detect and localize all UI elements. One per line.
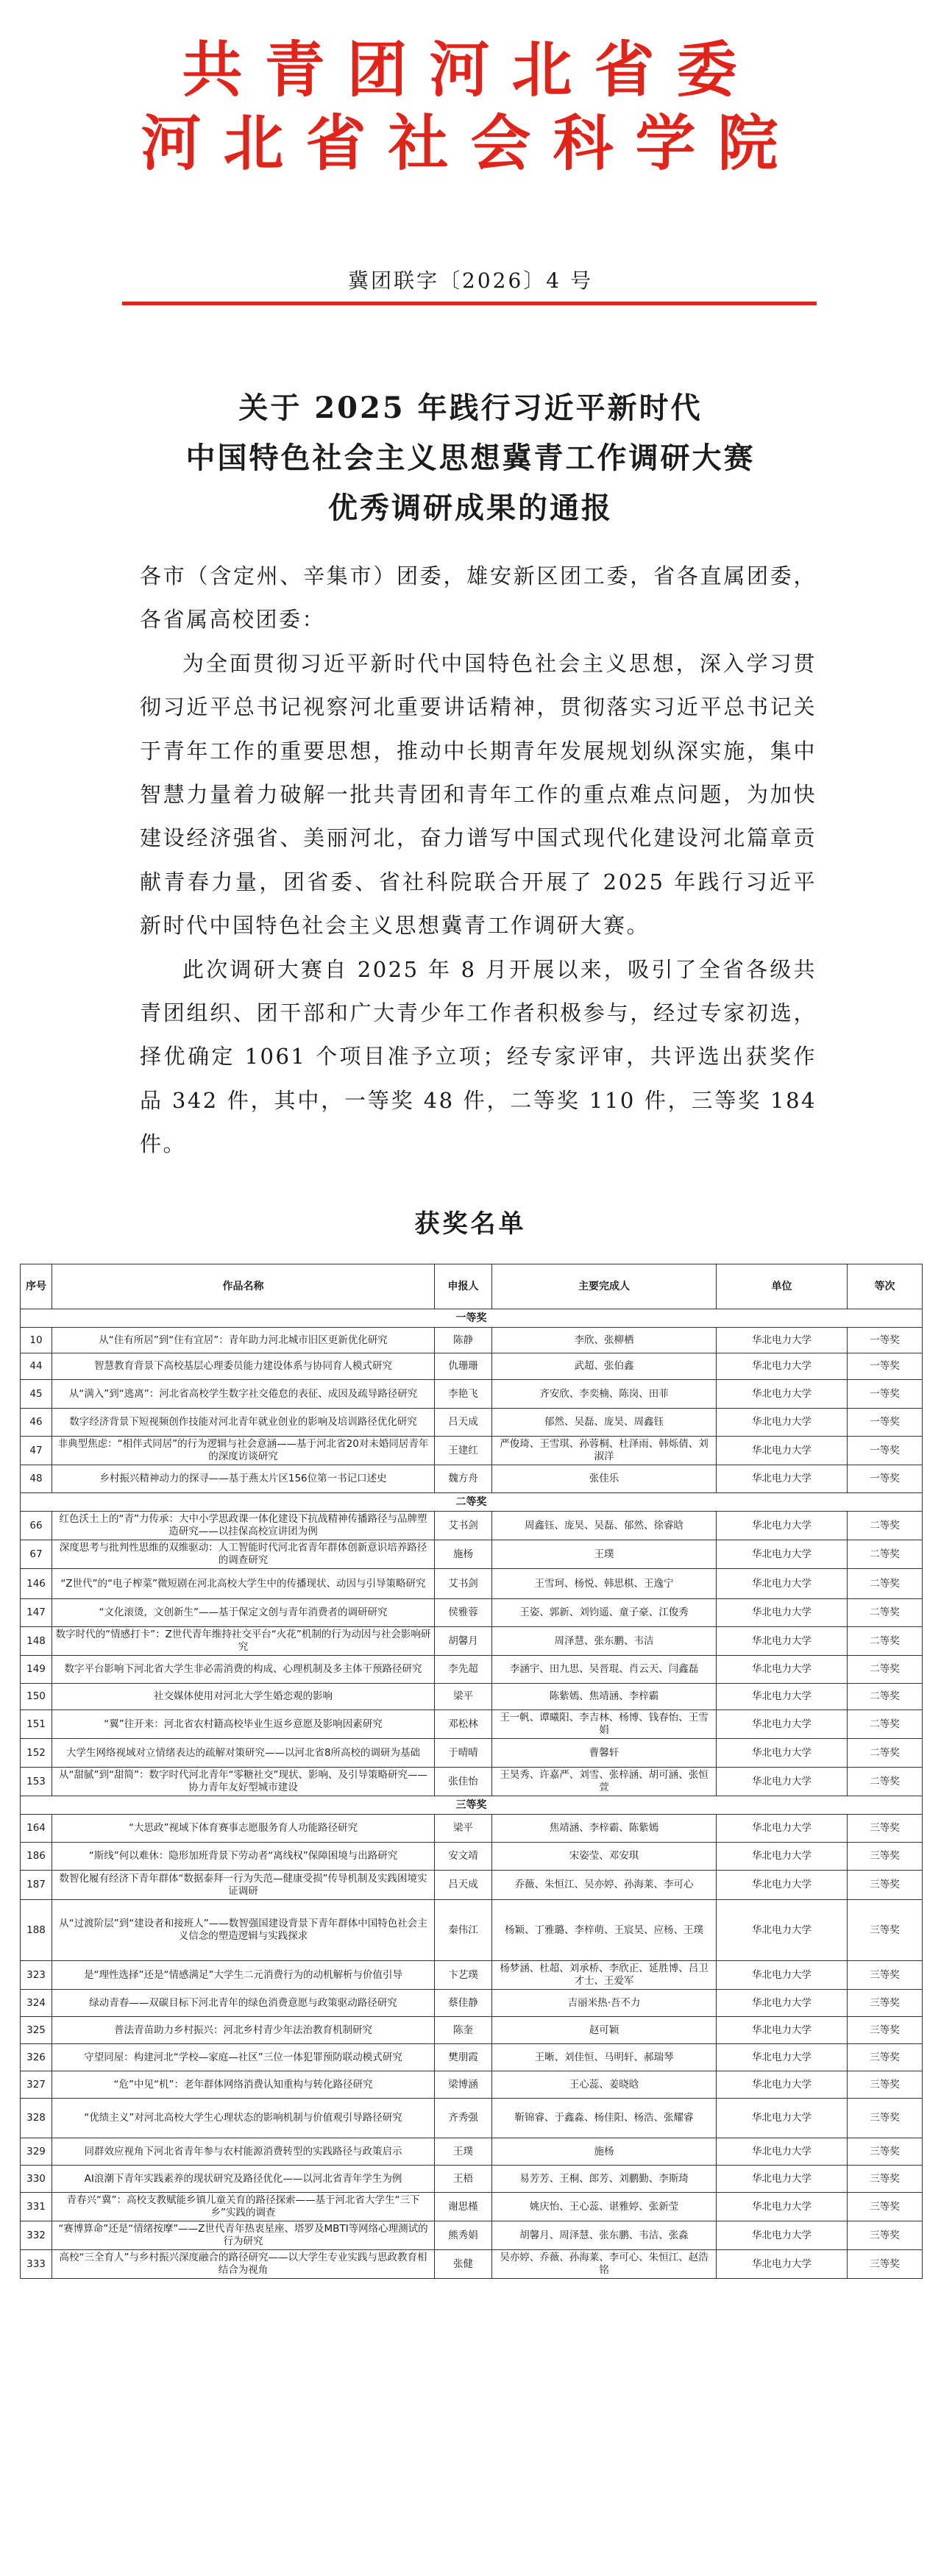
cell-seq: 164 <box>21 1815 52 1843</box>
cell-applicant: 王璞 <box>435 2138 492 2166</box>
cell-applicant: 邓松林 <box>435 1710 492 1739</box>
cell-unit: 华北电力大学 <box>717 1569 848 1599</box>
cell-contributors: 曹馨轩 <box>492 1739 717 1768</box>
cell-unit: 华北电力大学 <box>717 1710 848 1739</box>
cell-grade: 一等奖 <box>848 1328 923 1353</box>
cell-applicant: 吕天成 <box>435 1871 492 1900</box>
table-row <box>21 2250 923 2279</box>
table-row <box>21 2099 923 2138</box>
cell-unit: 华北电力大学 <box>717 1871 848 1900</box>
cell-unit: 华北电力大学 <box>717 1815 848 1843</box>
cell-work-name: 数智化履有经济下青年群体“数据泰拜一行为失范—健康受损”传导机制及实践困境实证调研 <box>52 1871 435 1900</box>
table-row <box>21 1409 923 1437</box>
group-third-row <box>21 1796 923 1815</box>
title-line-2: 中国特色社会主义思想冀青工作调研大赛 <box>185 441 756 475</box>
header-issuer-1: 共青团河北省委 <box>182 35 759 105</box>
cell-unit: 华北电力大学 <box>717 2071 848 2099</box>
table-row <box>21 1815 923 1843</box>
cell-work-name: AI浪潮下青年实践素养的现状研究及路径优化——以河北省青年学生为例 <box>52 2166 435 2193</box>
cell-work-name: 守望同屋：构建河北“学校—家庭—社区”三位一体犯罪预防联动模式研究 <box>52 2044 435 2071</box>
cell-grade: 三等奖 <box>848 2071 923 2099</box>
cell-contributors: 严俊琦、王雪琪、孙蓉桐、杜泽雨、韩烁倩、刘淑洋 <box>492 1437 717 1465</box>
cell-applicant: 吕天成 <box>435 1409 492 1437</box>
addressee: 各市（含定州、辛集市）团委，雄安新区团工委，省各直属团委，各省属高校团委： <box>140 563 817 633</box>
cell-contributors: 施杨 <box>492 2138 717 2166</box>
cell-grade: 二等奖 <box>848 1768 923 1796</box>
cell-work-name: 深度思考与批判性思维的双维驱动：人工智能时代河北省青年群体创新意识培养路径的调查研究 <box>52 1540 435 1569</box>
cell-seq: 148 <box>21 1627 52 1656</box>
cell-seq: 324 <box>21 1990 52 2017</box>
cell-seq: 323 <box>21 1961 52 1990</box>
table-row <box>21 1961 923 1990</box>
cell-contributors: 齐安欣、李奕楠、陈岗、田菲 <box>492 1380 717 1409</box>
group-label: 一等奖 <box>21 1309 923 1328</box>
cell-work-name: “斯线”何以难休：隐形加班背景下劳动者“离线权”保障困境与出路研究 <box>52 1843 435 1871</box>
cell-grade: 二等奖 <box>848 1599 923 1627</box>
table-row <box>21 1843 923 1871</box>
cell-seq: 48 <box>21 1465 52 1493</box>
group-label: 三等奖 <box>21 1796 923 1815</box>
cell-work-name: 从“满入”到“逃离”：河北省高校学生数字社交倦怠的表征、成因及疏导路径研究 <box>52 1380 435 1409</box>
table-row <box>21 1768 923 1796</box>
cell-applicant: 梁平 <box>435 1815 492 1843</box>
table-row <box>21 1437 923 1465</box>
table-row <box>21 2138 923 2166</box>
award-table <box>20 1264 923 2279</box>
cell-seq: 186 <box>21 1843 52 1871</box>
table-row <box>21 1380 923 1409</box>
cell-unit: 华北电力大学 <box>717 2138 848 2166</box>
cell-seq: 46 <box>21 1409 52 1437</box>
cell-work-name: 非典型焦虑：“相伴式同居”的行为逻辑与社会意涵——基于河北省20对未婚同居青年的深度访谈研究 <box>52 1437 435 1465</box>
cell-grade: 二等奖 <box>848 1684 923 1710</box>
document-number: 冀团联字〔2026〕4 号 <box>348 268 593 293</box>
cell-contributors: 陈紫嫣、焦靖涵、李梓霸 <box>492 1684 717 1710</box>
cell-seq: 147 <box>21 1599 52 1627</box>
table-row <box>21 2044 923 2071</box>
header-issuer-2: 河北省社会科学院 <box>141 109 800 179</box>
cell-seq: 153 <box>21 1768 52 1796</box>
cell-applicant: 齐秀强 <box>435 2099 492 2138</box>
cell-unit: 华北电力大学 <box>717 1328 848 1353</box>
cell-grade: 一等奖 <box>848 1380 923 1409</box>
cell-work-name: “翼”往开来：河北省农村籍高校毕业生返乡意愿及影响因素研究 <box>52 1710 435 1739</box>
award-list-title: 获奖名单 <box>414 1209 527 1239</box>
cell-applicant: 卞艺璞 <box>435 1961 492 1990</box>
header-applicant: 申报人 <box>435 1264 492 1309</box>
cell-work-name: 从“过渡阶层”到“建设者和接班人”——数智强国建设背景下青年群体中国特色社会主义信念的塑造逻辑与实践探求 <box>52 1900 435 1961</box>
cell-applicant: 梁博涵 <box>435 2071 492 2099</box>
cell-grade: 二等奖 <box>848 1656 923 1684</box>
cell-grade: 三等奖 <box>848 1990 923 2017</box>
table-row <box>21 1540 923 1569</box>
cell-seq: 152 <box>21 1739 52 1768</box>
cell-unit: 华北电力大学 <box>717 2193 848 2221</box>
cell-applicant: 艾书剑 <box>435 1512 492 1540</box>
cell-work-name: “Z世代”的“电子榨菜”微短剧在河北高校大学生中的传播现状、动因与引导策略研究 <box>52 1569 435 1599</box>
title-line-1: 关于 2025 年践行习近平新时代 <box>238 391 703 425</box>
group-second-row <box>21 1493 923 1512</box>
cell-grade: 三等奖 <box>848 2166 923 2193</box>
cell-applicant: 仇珊珊 <box>435 1353 492 1380</box>
table-row <box>21 1900 923 1961</box>
cell-grade: 三等奖 <box>848 2138 923 2166</box>
cell-unit: 华北电力大学 <box>717 1409 848 1437</box>
cell-applicant: 陈静 <box>435 1328 492 1353</box>
cell-seq: 326 <box>21 2044 52 2071</box>
cell-grade: 三等奖 <box>848 2193 923 2221</box>
cell-applicant: 李艳飞 <box>435 1380 492 1409</box>
header-grade: 等次 <box>848 1264 923 1309</box>
cell-work-name: “优绩主义”对河北高校大学生心理状态的影响机制与价值观引导路径研究 <box>52 2099 435 2138</box>
cell-unit: 华北电力大学 <box>717 1540 848 1569</box>
cell-grade: 三等奖 <box>848 2221 923 2250</box>
cell-contributors: 姚庆怡、王心蕊、谌雅婷、张新莹 <box>492 2193 717 2221</box>
cell-work-name: 普法青苗助力乡村振兴：河北乡村青少年法治教育机制研究 <box>52 2017 435 2044</box>
table-row <box>21 2193 923 2221</box>
cell-grade: 三等奖 <box>848 1900 923 1961</box>
cell-seq: 328 <box>21 2099 52 2138</box>
table-row <box>21 1656 923 1684</box>
red-divider <box>122 302 817 305</box>
cell-applicant: 秦伟江 <box>435 1900 492 1961</box>
cell-contributors: 赵可颖 <box>492 2017 717 2044</box>
group-label: 二等奖 <box>21 1493 923 1512</box>
cell-grade: 二等奖 <box>848 1540 923 1569</box>
paragraph-1: 为全面贯彻习近平新时代中国特色社会主义思想，深入学习贯彻习近平总书记视察河北重要讲话精神，贯彻落实习近平总书记关于青年工作的重要思想，推动中长期青年发展规划纵深实施，集中智慧力量着力破解一批共青团和青年工作的重点难点问题，为加快建设经济强省、美丽河北，奋力谱写中国式现代化建设河北篇章贡献青春力量，团省委、省社科院联合开展了 2025 年践行习近平新时代中国特色社会主义思想冀青工作调研大赛。 <box>140 650 817 939</box>
cell-grade: 三等奖 <box>848 1843 923 1871</box>
cell-work-name: 红色沃土上的“青”力传承：大中小学思政课一体化建设下抗战精神传播路径与品牌塑造研究——以挂保高校宣讲团为例 <box>52 1512 435 1540</box>
cell-applicant: 魏方舟 <box>435 1465 492 1493</box>
cell-unit: 华北电力大学 <box>717 2250 848 2279</box>
cell-seq: 151 <box>21 1710 52 1739</box>
cell-seq: 188 <box>21 1900 52 1961</box>
cell-seq: 149 <box>21 1656 52 1684</box>
cell-grade: 二等奖 <box>848 1710 923 1739</box>
cell-seq: 330 <box>21 2166 52 2193</box>
cell-unit: 华北电力大学 <box>717 2044 848 2071</box>
table-row <box>21 1353 923 1380</box>
cell-applicant: 陈奎 <box>435 2017 492 2044</box>
cell-work-name: 乡村振兴精神动力的探寻——基于燕太片区156位第一书记口述史 <box>52 1465 435 1493</box>
cell-seq: 327 <box>21 2071 52 2099</box>
cell-contributors: 周泽慧、张东鹏、韦洁 <box>492 1627 717 1656</box>
cell-work-name: 社交媒体使用对河北大学生婚恋观的影响 <box>52 1684 435 1710</box>
cell-seq: 45 <box>21 1380 52 1409</box>
table-row <box>21 1512 923 1540</box>
cell-grade: 一等奖 <box>848 1409 923 1437</box>
cell-work-name: 智慧教育背景下高校基层心理委员能力建设体系与协同育人模式研究 <box>52 1353 435 1380</box>
cell-work-name: 数字平台影响下河北省大学生非必需消费的构成、心理机制及多主体干预路径研究 <box>52 1656 435 1684</box>
cell-contributors: 王姿、郭新、刘钧遥、童子豪、江俊秀 <box>492 1599 717 1627</box>
cell-seq: 44 <box>21 1353 52 1380</box>
cell-seq: 150 <box>21 1684 52 1710</box>
cell-contributors: 杨梦涵、杜超、刘承桥、李欣正、延胜博、吕卫才士、王爱军 <box>492 1961 717 1990</box>
cell-work-name: 从“住有所居”到“住有宜居”：青年助力河北城市旧区更新优化研究 <box>52 1328 435 1353</box>
cell-contributors: 王晰、刘佳恒、马明轩、郝瑞琴 <box>492 2044 717 2071</box>
cell-seq: 332 <box>21 2221 52 2250</box>
cell-unit: 华北电力大学 <box>717 2099 848 2138</box>
group-first-row <box>21 1309 923 1328</box>
cell-applicant: 谢思槿 <box>435 2193 492 2221</box>
header-work-name: 作品名称 <box>52 1264 435 1309</box>
cell-seq: 47 <box>21 1437 52 1465</box>
cell-applicant: 熊秀娟 <box>435 2221 492 2250</box>
table-row <box>21 1739 923 1768</box>
cell-work-name: 数字时代的“情感打卡”：Z世代青年维持社交平台“火花”机制的行为动因与社会影响研究 <box>52 1627 435 1656</box>
cell-unit: 华北电力大学 <box>717 1739 848 1768</box>
cell-grade: 一等奖 <box>848 1353 923 1380</box>
cell-seq: 329 <box>21 2138 52 2166</box>
cell-unit: 华北电力大学 <box>717 1684 848 1710</box>
cell-seq: 146 <box>21 1569 52 1599</box>
cell-applicant: 樊朋霞 <box>435 2044 492 2071</box>
cell-work-name: “赛博算命”还是“情绪按摩”——Z世代青年热衷星座、塔罗及MBTI等网络心理测试的行为研究 <box>52 2221 435 2250</box>
cell-work-name: 大学生网络视域对立情绪表达的疏解对策研究——以河北省8所高校的调研为基础 <box>52 1739 435 1768</box>
cell-unit: 华北电力大学 <box>717 2017 848 2044</box>
table-row <box>21 1871 923 1900</box>
cell-contributors: 乔薇、朱恒江、吴亦婷、孙海莱、李可心 <box>492 1871 717 1900</box>
cell-unit: 华北电力大学 <box>717 1512 848 1540</box>
cell-grade: 三等奖 <box>848 2044 923 2071</box>
table-row <box>21 1710 923 1739</box>
cell-contributors: 周鑫钰、庞昊、吴磊、郁然、徐睿晗 <box>492 1512 717 1540</box>
cell-applicant: 张健 <box>435 2250 492 2279</box>
cell-seq: 67 <box>21 1540 52 1569</box>
cell-grade: 三等奖 <box>848 1815 923 1843</box>
table-row <box>21 2071 923 2099</box>
cell-grade: 三等奖 <box>848 1871 923 1900</box>
cell-unit: 华北电力大学 <box>717 2166 848 2193</box>
cell-applicant: 艾书剑 <box>435 1569 492 1599</box>
cell-contributors: 王一帆、谭曦阳、李吉林、杨博、钱春怡、王雪娟 <box>492 1710 717 1739</box>
table-row <box>21 1328 923 1353</box>
table-row <box>21 1990 923 2017</box>
cell-applicant: 侯雅蓉 <box>435 1599 492 1627</box>
cell-applicant: 王建红 <box>435 1437 492 1465</box>
cell-work-name: 是“理性选择”还是“情感满足”大学生二元消费行为的动机解析与价值引导 <box>52 1961 435 1990</box>
cell-applicant: 李先超 <box>435 1656 492 1684</box>
cell-work-name: “大思政”视域下体育赛事志愿服务育人功能路径研究 <box>52 1815 435 1843</box>
table-row <box>21 2166 923 2193</box>
cell-grade: 三等奖 <box>848 2250 923 2279</box>
cell-grade: 二等奖 <box>848 1569 923 1599</box>
cell-contributors: 王雪珂、杨悦、韩思棋、王逸宁 <box>492 1569 717 1599</box>
cell-grade: 二等奖 <box>848 1512 923 1540</box>
cell-contributors: 杨颖、丁雅璐、李梓萌、王宸昊、应杨、王璞 <box>492 1900 717 1961</box>
award-table-body <box>21 1309 923 2279</box>
cell-applicant: 王梧 <box>435 2166 492 2193</box>
cell-unit: 华北电力大学 <box>717 1768 848 1796</box>
cell-contributors: 焦靖涵、李梓霸、陈紫嫣 <box>492 1815 717 1843</box>
cell-grade: 三等奖 <box>848 2099 923 2138</box>
cell-work-name: 高校“三全育人”与乡村振兴深度融合的路径研究——以大学生专业实践与思政教育相结合为视角 <box>52 2250 435 2279</box>
cell-work-name: 从“甜腻”到“甜简”：数字时代河北青年“零糖社交”现状、影响、及引导策略研究——协力青年友好型城市建设 <box>52 1768 435 1796</box>
paragraph-2: 此次调研大赛自 2025 年 8 月开展以来，吸引了全省各级共青团组织、团干部和广大青少年工作者积极参与，经过专家初选，择优确定 1061 个项目准予立项；经专家评审，共评选出获奖作品 342 件，其中，一等奖 48 件，二等奖 110 件，三等奖 184 件。 <box>140 956 817 1157</box>
cell-applicant: 胡馨月 <box>435 1627 492 1656</box>
cell-contributors: 吴亦婷、乔薇、孙海莱、李可心、朱恒江、赵浩铭 <box>492 2250 717 2279</box>
cell-work-name: “文化滚烫，文创新生”——基于保定文创与青年消费者的调研研究 <box>52 1599 435 1627</box>
cell-grade: 三等奖 <box>848 2017 923 2044</box>
cell-seq: 66 <box>21 1512 52 1540</box>
table-row <box>21 2221 923 2250</box>
cell-unit: 华北电力大学 <box>717 1353 848 1380</box>
cell-contributors: 吉丽米热·吾不力 <box>492 1990 717 2017</box>
cell-contributors: 李欣、张柳栖 <box>492 1328 717 1353</box>
table-header-row <box>21 1264 923 1309</box>
cell-contributors: 李涵宇、田九思、吴晋琨、肖云天、闫鑫磊 <box>492 1656 717 1684</box>
header-seq: 序号 <box>21 1264 52 1309</box>
header-contributors: 主要完成人 <box>492 1264 717 1309</box>
cell-unit: 华北电力大学 <box>717 1961 848 1990</box>
cell-unit: 华北电力大学 <box>717 1656 848 1684</box>
title-line-3: 优秀调研成果的通报 <box>328 491 613 525</box>
table-row <box>21 1465 923 1493</box>
cell-contributors: 王心蕊、姜晓晗 <box>492 2071 717 2099</box>
cell-contributors: 张佳乐 <box>492 1465 717 1493</box>
cell-unit: 华北电力大学 <box>717 1843 848 1871</box>
cell-unit: 华北电力大学 <box>717 2221 848 2250</box>
cell-contributors: 王昊秀、许嘉严、刘雪、张梓涵、胡可涵、张恒萱 <box>492 1768 717 1796</box>
cell-work-name: 青春兴“冀”：高校支教赋能乡镇儿童关育的路径探索——基于河北省大学生“三下乡”实践的调查 <box>52 2193 435 2221</box>
cell-seq: 325 <box>21 2017 52 2044</box>
cell-unit: 华北电力大学 <box>717 1599 848 1627</box>
cell-work-name: “危”中见“机”：老年群体网络消费认知重构与转化路径研究 <box>52 2071 435 2099</box>
table-row <box>21 1684 923 1710</box>
cell-unit: 华北电力大学 <box>717 1380 848 1409</box>
cell-seq: 187 <box>21 1871 52 1900</box>
cell-contributors: 郁然、吴磊、庞昊、周鑫钰 <box>492 1409 717 1437</box>
cell-seq: 333 <box>21 2250 52 2279</box>
cell-work-name: 绿动青春——双碳目标下河北青年的绿色消费意愿与政策驱动路径研究 <box>52 1990 435 2017</box>
cell-unit: 华北电力大学 <box>717 1627 848 1656</box>
table-row <box>21 1627 923 1656</box>
header-unit: 单位 <box>717 1264 848 1309</box>
table-row <box>21 2017 923 2044</box>
cell-work-name: 数字经济背景下短视频创作技能对河北青年就业创业的影响及培训路径优化研究 <box>52 1409 435 1437</box>
cell-applicant: 梁平 <box>435 1684 492 1710</box>
cell-unit: 华北电力大学 <box>717 1990 848 2017</box>
cell-grade: 三等奖 <box>848 1961 923 1990</box>
cell-grade: 二等奖 <box>848 1739 923 1768</box>
table-row <box>21 1599 923 1627</box>
cell-applicant: 蔡佳静 <box>435 1990 492 2017</box>
cell-contributors: 武超、张伯鑫 <box>492 1353 717 1380</box>
table-row <box>21 1569 923 1599</box>
cell-unit: 华北电力大学 <box>717 1465 848 1493</box>
cell-unit: 华北电力大学 <box>717 1900 848 1961</box>
cell-contributors: 易芳芳、王桐、郎芳、刘鹏勤、李斯琦 <box>492 2166 717 2193</box>
body-text <box>140 555 817 1167</box>
cell-applicant: 安文靖 <box>435 1843 492 1871</box>
cell-seq: 331 <box>21 2193 52 2221</box>
cell-work-name: 同群效应视角下河北省青年参与农村能源消费转型的实践路径与政策启示 <box>52 2138 435 2166</box>
cell-applicant: 于晴晴 <box>435 1739 492 1768</box>
cell-applicant: 张佳怡 <box>435 1768 492 1796</box>
cell-applicant: 施杨 <box>435 1540 492 1569</box>
cell-grade: 一等奖 <box>848 1437 923 1465</box>
cell-grade: 二等奖 <box>848 1627 923 1656</box>
cell-seq: 10 <box>21 1328 52 1353</box>
cell-contributors: 王璞 <box>492 1540 717 1569</box>
cell-contributors: 宋姿莹、邓安琪 <box>492 1843 717 1871</box>
cell-unit: 华北电力大学 <box>717 1437 848 1465</box>
cell-contributors: 靳锦睿、于鑫淼、杨佳阳、杨浩、张耀睿 <box>492 2099 717 2138</box>
cell-grade: 一等奖 <box>848 1465 923 1493</box>
cell-contributors: 胡馨月、周泽慧、张东鹏、韦洁、张淼 <box>492 2221 717 2250</box>
